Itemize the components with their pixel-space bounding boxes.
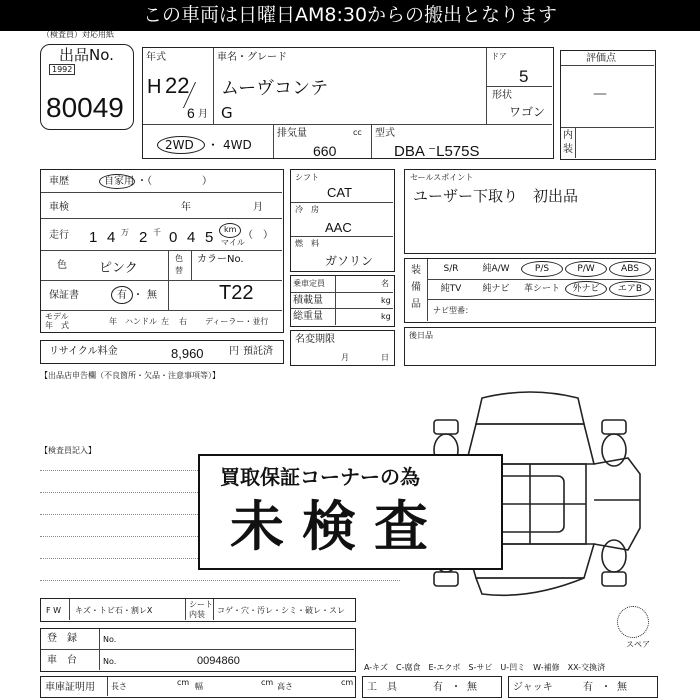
- seller-notes-label: 【出品店申告欄（不良箇所・欠品・注意事項等）】: [40, 371, 220, 380]
- equipment-label-1: 装: [411, 265, 421, 276]
- vehicle-grade: G: [221, 104, 233, 122]
- year-month-unit: 月: [198, 109, 208, 120]
- history-rest: ・（ ）: [137, 176, 212, 187]
- pickup-notice-banner: この車両は日曜日AM8:30からの搬出となります: [0, 0, 700, 31]
- weight-unit: kg: [381, 312, 391, 321]
- registration-no: No.: [103, 635, 117, 644]
- history-label: 車歴: [49, 176, 69, 187]
- recycle-deposit: 預託済: [243, 346, 273, 357]
- recycle-label: リサイクル料金: [49, 346, 118, 357]
- chassis-value: 0094860: [197, 655, 240, 667]
- equipment-pw: P/W: [577, 264, 595, 274]
- year-label: 年式: [146, 52, 166, 63]
- spare-tire-icon: [617, 606, 649, 638]
- recycle-box: [40, 340, 284, 364]
- interior-label-2: 装: [563, 144, 573, 155]
- mileage-digit-4: 0: [169, 229, 178, 246]
- equipment-pure-navi: 純ナビ: [482, 284, 510, 294]
- fw-row: [40, 598, 356, 622]
- cert-height-unit: cm: [341, 678, 354, 687]
- equipment-pure-aw: 純A/W: [482, 264, 510, 274]
- sales-point-text: ユーザー下取り 初出品: [413, 187, 579, 205]
- sales-point-box: [404, 169, 656, 254]
- vehicle-name: ムーヴコンテ: [221, 78, 329, 99]
- inspection-year-unit: 年: [181, 202, 191, 213]
- seat-items: コゲ・穴・汚レ・シミ・破レ・スレ: [217, 606, 345, 615]
- vehicle-label: 車名・グレード: [217, 52, 287, 63]
- load-unit: kg: [381, 296, 391, 305]
- equipment-label-2: 備: [411, 282, 421, 293]
- lot-boxed-code: 1992: [49, 64, 75, 75]
- model-year-unit: 年: [109, 317, 117, 326]
- shape-value: ワゴン: [509, 105, 546, 119]
- handle-right: 右: [179, 317, 187, 326]
- dealer-label: ディーラー・並行: [205, 317, 269, 326]
- mileage-digit-1: 1: [89, 229, 98, 246]
- lot-label: 出品No.: [59, 46, 114, 64]
- garage-cert-row: [40, 676, 356, 698]
- doors-label: ドア: [491, 52, 507, 61]
- seat-label-2: 内装: [189, 610, 205, 619]
- color-change-label-1: 色: [175, 254, 183, 263]
- mileage-digit-2: 4: [107, 229, 116, 246]
- spare-label: スペア: [626, 640, 650, 649]
- warranty-yes: 有: [117, 290, 127, 301]
- capacity-label: 乗車定員: [293, 279, 325, 288]
- chassis-no: No.: [103, 657, 117, 666]
- name-change-box: [290, 330, 395, 366]
- registration-label: 登 録: [47, 633, 77, 644]
- equipment-pure-tv: 純TV: [440, 284, 462, 294]
- warranty-sep: ・: [133, 290, 143, 301]
- inspection-label: 車検: [49, 202, 69, 213]
- tools-label: 工 具: [367, 682, 397, 693]
- drive-2wd: 2WD: [165, 138, 194, 152]
- mileage-km: km: [224, 225, 237, 234]
- recycle-unit: 円: [229, 346, 239, 357]
- weight-label: 総重量: [293, 311, 323, 322]
- sales-point-label: セールスポイント: [410, 173, 474, 182]
- guarantee-stamp: [198, 454, 503, 570]
- color-value: ピンク: [99, 261, 138, 276]
- jack-no: 無: [617, 682, 627, 693]
- equipment-leather-seat: 革シート: [523, 284, 560, 294]
- doors-value: 5: [519, 67, 529, 86]
- tools-sep: ・: [451, 682, 461, 693]
- name-change-day: 日: [381, 353, 389, 362]
- cert-length: 長さ: [111, 682, 127, 691]
- interior-label-1: 内: [563, 130, 573, 141]
- mileage-digit-5: 4: [187, 229, 196, 246]
- shift-label: シフト: [295, 173, 319, 182]
- color-change-label-2: 替: [175, 266, 183, 275]
- mileage-digit-6: 5: [205, 229, 214, 246]
- tools-yes: 有: [433, 682, 443, 693]
- rating-box: [560, 50, 656, 160]
- model-label: 型式: [375, 128, 395, 139]
- header-note: （検査員）対応用紙: [42, 30, 114, 39]
- shape-label: 形状: [492, 90, 512, 101]
- handle-label: ハンドル: [125, 317, 157, 326]
- shift-value: CAT: [327, 185, 353, 200]
- aircon-label: 冷 房: [295, 205, 319, 214]
- fw-label: F W: [46, 606, 62, 615]
- year-era: H: [147, 76, 162, 98]
- drive-4wd: 4WD: [223, 138, 252, 152]
- fuel-value: ガソリン: [325, 254, 374, 268]
- lot-box: [40, 44, 134, 130]
- year-value: 22: [165, 73, 190, 98]
- name-change-label: 名変期限: [295, 334, 335, 345]
- seat-label-1: シート: [189, 600, 213, 609]
- inspection-month-unit: 月: [253, 202, 263, 213]
- mileage-paren: （ ）: [243, 230, 273, 241]
- handle-left: 左: [161, 317, 169, 326]
- warranty-label: 保証書: [49, 290, 79, 301]
- stamp-line-2: 未検査: [230, 495, 446, 558]
- equipment-box: [404, 258, 656, 323]
- registration-box: [40, 628, 356, 672]
- capacity-box: [290, 275, 395, 327]
- stamp-line-1: 買取保証コーナーの為: [220, 465, 420, 489]
- rating-label: 評価点: [586, 53, 616, 64]
- cert-width: 幅: [195, 682, 203, 691]
- jack-label: ジャッキ: [513, 682, 553, 693]
- history-value: 自家用: [104, 176, 134, 187]
- model-year-label-1: モデル: [45, 312, 69, 321]
- mileage-digit-3: 2: [139, 229, 148, 246]
- tools-no: 無: [467, 682, 477, 693]
- fuel-label: 燃 料: [295, 239, 319, 248]
- cert-width-unit: cm: [261, 678, 274, 687]
- cert-height: 高さ: [277, 682, 293, 691]
- navi-model-label: ナビ型番：: [433, 306, 473, 315]
- load-label: 積載量: [293, 295, 323, 306]
- name-change-month: 月: [341, 353, 349, 362]
- equipment-abs: ABS: [621, 264, 639, 274]
- equipment-label-3: 品: [411, 299, 421, 310]
- color-code: T22: [219, 282, 254, 304]
- mileage-mile: マイル: [221, 238, 245, 247]
- lot-number: 80049: [46, 92, 124, 123]
- vehicle-info-grid: [142, 47, 554, 159]
- warranty-no: 無: [147, 290, 157, 301]
- color-label: 色: [57, 260, 67, 271]
- mileage-man: 万: [121, 228, 129, 237]
- equipment-airbag: エアB: [617, 284, 643, 294]
- shift-fuel-box: [290, 169, 395, 272]
- equipment-sr: S/R: [443, 264, 459, 274]
- aircon-value: AAC: [325, 220, 352, 235]
- color-code-label: カラーNo.: [197, 254, 244, 265]
- history-grid: [40, 169, 284, 333]
- equipment-ps: P/S: [534, 264, 550, 274]
- mileage-label: 走行: [49, 230, 69, 241]
- damage-legend: A-キズ C-腐食 E-エクボ S-サビ U-凹ミ W-補修 XX-交換済: [364, 663, 606, 672]
- fw-items: キズ・トビ石・割レX: [75, 606, 153, 615]
- displacement-unit: cc: [353, 128, 362, 137]
- rating-value: —: [593, 86, 607, 102]
- capacity-unit: 名: [381, 279, 389, 288]
- mileage-sen: 千: [153, 228, 161, 237]
- year-month: 6: [187, 105, 195, 121]
- after-items-label: 後日品: [409, 331, 433, 340]
- chassis-label: 車 台: [47, 655, 77, 666]
- garage-cert-label: 車庫証明用: [45, 682, 95, 693]
- cert-length-unit: cm: [177, 678, 190, 687]
- jack-box: [508, 676, 658, 698]
- displacement-label: 排気量: [277, 128, 307, 139]
- model-value: DBA ⁻L575S: [394, 143, 480, 160]
- recycle-value: 8,960: [171, 346, 204, 361]
- displacement-value: 660: [313, 143, 337, 159]
- drive-sep: ・: [207, 138, 220, 152]
- tools-box: [362, 676, 502, 698]
- model-year-label-2: 年 式: [45, 321, 69, 330]
- inspector-label: 【検査員記入】: [40, 446, 96, 455]
- jack-sep: ・: [601, 682, 611, 693]
- after-items-box: [404, 327, 656, 366]
- equipment-ext-navi: 外ナビ: [572, 284, 600, 294]
- jack-yes: 有: [583, 682, 593, 693]
